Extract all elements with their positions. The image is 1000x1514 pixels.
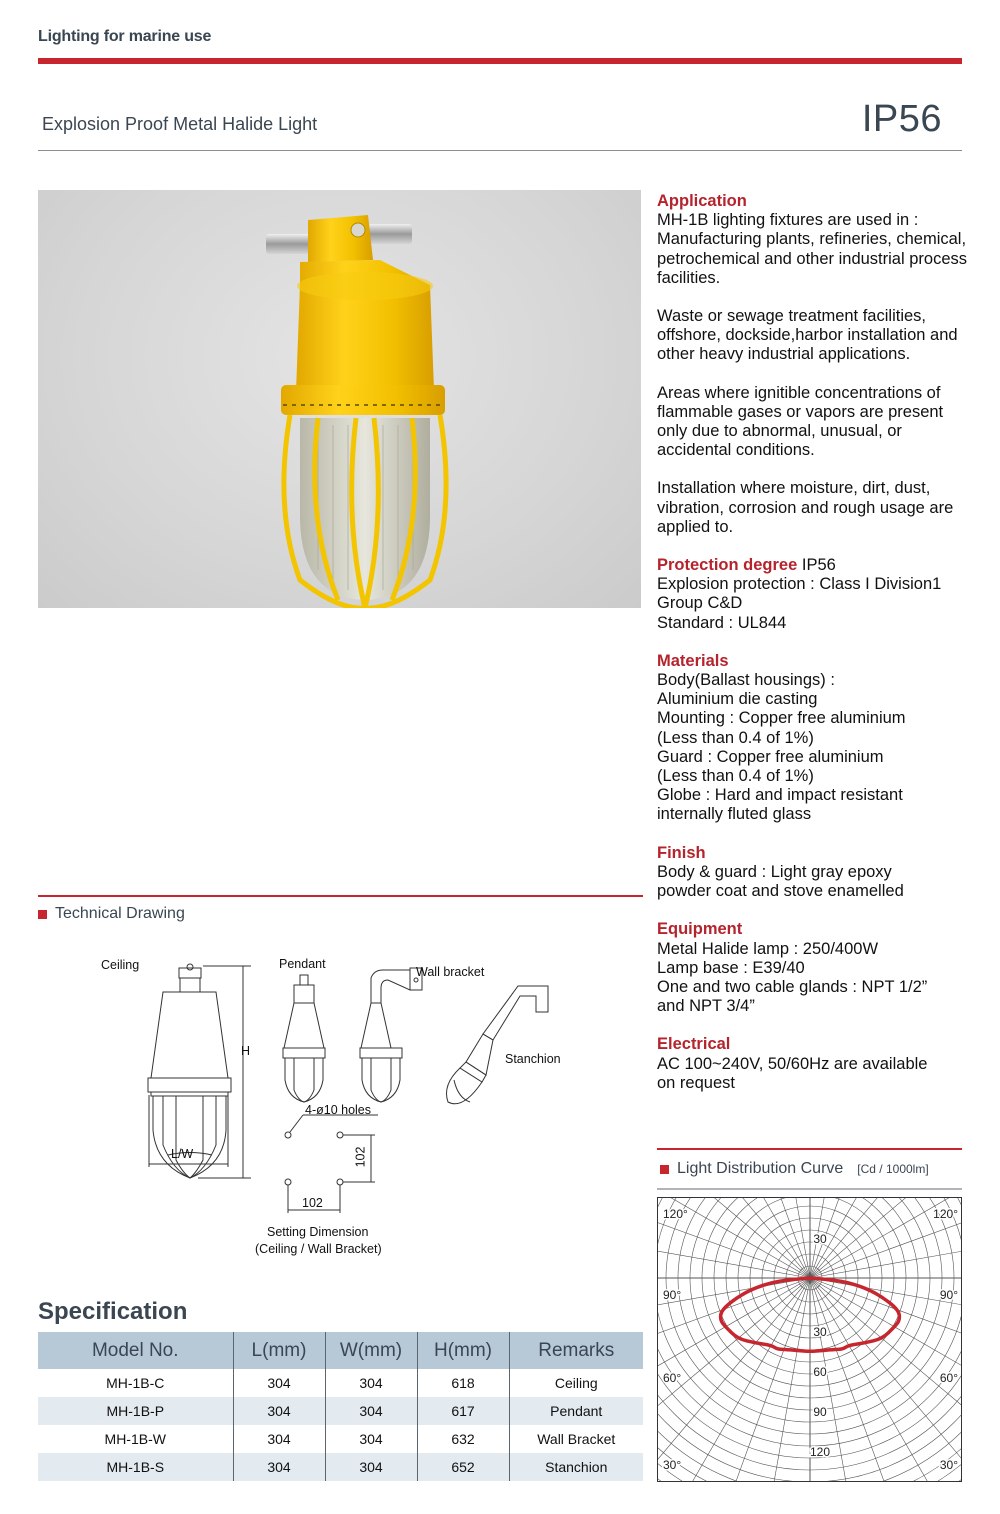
ldc-title: Light Distribution Curve — [677, 1160, 844, 1177]
table-cell: Stanchion — [509, 1453, 643, 1481]
lamp-ring — [281, 385, 445, 415]
spec-line: Lamp base : E39/40 — [657, 958, 805, 977]
spec-line: (Less than 0.4 of 1%) — [657, 767, 814, 786]
section-heading: Application — [657, 192, 747, 210]
table-cell: 304 — [325, 1453, 417, 1481]
table-cell: MH-1B-C — [106, 1375, 165, 1391]
table-cell: 304 — [325, 1369, 417, 1397]
section-heading: Protection degree — [657, 556, 798, 575]
drawing-lines — [38, 930, 643, 1270]
tech-drawing-heading — [38, 905, 185, 923]
application-paragraph: Waste or sewage treatment facilities, offshore, dockside,harbor installation and other heavy industrial applications. — [657, 307, 958, 364]
table-cell: MH-1B-W — [104, 1431, 166, 1447]
table-cell: 618 — [417, 1369, 509, 1397]
label-holes: 4-ø10 holes — [305, 1103, 372, 1117]
application-paragraph: Installation where moisture, dirt, dust, vibration, corrosion and rough usage are applied to. — [657, 479, 954, 536]
table-cell: 617 — [417, 1397, 509, 1425]
table-cell: 304 — [325, 1425, 417, 1453]
product-photo — [38, 190, 641, 608]
junction-box — [308, 215, 373, 262]
label-ceiling: Ceiling — [101, 958, 140, 972]
technical-drawing — [38, 930, 643, 1270]
column-header: Model No. — [38, 1332, 233, 1369]
table-header-row — [38, 1332, 643, 1369]
header-gray-divider — [38, 150, 962, 151]
label-stanchion: Stanchion — [505, 1052, 561, 1066]
label-dim-horizontal: 102 — [302, 1196, 323, 1210]
header-red-divider — [38, 58, 962, 64]
ldc-divider — [657, 1148, 962, 1150]
ldc-heading — [660, 1160, 929, 1178]
lamp-illustration — [38, 190, 641, 608]
spec-line: powder coat and stove enamelled — [657, 882, 904, 901]
table-cell: Wall Bracket — [509, 1425, 643, 1453]
spec-line: Body & guard : Light gray epoxy — [657, 862, 892, 881]
spec-line: Globe : Hard and impact resistant — [657, 786, 903, 805]
spec-line: Group C&D — [657, 594, 743, 613]
label-dim-vertical: 102 — [353, 1146, 368, 1168]
tick-label-radial: 90 — [813, 1405, 827, 1419]
bullet-square-icon — [660, 1165, 669, 1174]
angle-label-right: 90° — [939, 1288, 958, 1302]
table-row — [38, 1397, 643, 1425]
application-paragraph: MH-1B lighting fixtures are used in : Manufacturing plants, refineries, chemical, petrochemical and other industrial process facilities. — [657, 211, 967, 287]
section-heading: Materials — [657, 651, 729, 670]
section-protection — [657, 556, 977, 633]
ip-rating: IP56 — [861, 98, 942, 140]
table-cell: 304 — [233, 1453, 325, 1481]
specs-column — [657, 192, 977, 1112]
label-height: H — [241, 1044, 251, 1058]
table-cell: 632 — [417, 1425, 509, 1453]
section-electrical — [657, 1035, 977, 1093]
ldc-unit: [Cd / 1000lm] — [857, 1162, 929, 1176]
table-cell: 304 — [325, 1397, 417, 1425]
polar-plot — [658, 1198, 962, 1482]
glass-globe — [300, 418, 430, 600]
table-cell: 652 — [417, 1453, 509, 1481]
spec-line: and NPT 3/4” — [657, 997, 755, 1016]
light-distribution-chart — [657, 1197, 962, 1482]
ldc-gray-divider — [657, 1188, 962, 1190]
tick-label-radial: 120 — [809, 1445, 831, 1459]
spec-line: Explosion protection : Class I Division1 — [657, 575, 942, 594]
tick-label-radial: 60 — [813, 1365, 827, 1379]
angle-label-right: 60° — [939, 1371, 958, 1385]
cable-gland-right — [368, 224, 412, 244]
specification-title: Specification — [38, 1298, 188, 1325]
section-heading: Finish — [657, 843, 706, 862]
table-cell: MH-1B-P — [38, 1397, 233, 1425]
tick-label-radial: 30 — [813, 1325, 827, 1339]
table-row — [38, 1425, 643, 1453]
tech-drawing-title: Technical Drawing — [55, 905, 185, 922]
spec-line: Guard : Copper free aluminium — [657, 747, 884, 766]
ceiling-fixture-outline — [148, 964, 231, 1178]
spec-line: Aluminium die casting — [657, 690, 818, 709]
specification-table — [38, 1332, 643, 1481]
spec-line: Standard : UL844 — [657, 613, 787, 632]
application-paragraph: Areas where ignitible concentrations of flammable gases or vapors are present only due to abnormal, unusual, or accidental conditions. — [657, 383, 944, 460]
column-header: Remarks — [509, 1332, 643, 1369]
section-heading: Electrical — [657, 1035, 731, 1054]
column-header: H(mm) — [417, 1332, 509, 1369]
spec-line: internally fluted glass — [657, 805, 812, 824]
table-row — [38, 1369, 643, 1397]
table-cell: MH-1B-S — [38, 1453, 233, 1481]
section-application — [657, 192, 977, 537]
label-wall-bracket: Wall bracket — [416, 965, 485, 979]
angle-label-left: 60° — [663, 1371, 682, 1385]
spec-line: on request — [657, 1073, 735, 1092]
stanchion-fixture-outline — [447, 986, 549, 1104]
table-row — [38, 1453, 643, 1481]
spec-line: AC 100~240V, 50/60Hz are available — [657, 1054, 928, 1073]
column-header: W(mm) — [325, 1332, 417, 1369]
section-heading: Equipment — [657, 920, 743, 939]
table-cell: Pendant — [509, 1397, 643, 1425]
cable-gland-left — [266, 234, 312, 254]
label-setting-note: (Ceiling / Wall Bracket) — [255, 1242, 382, 1256]
angle-label-left: 30° — [663, 1458, 682, 1472]
spec-line: Body(Ballast housings) : — [657, 671, 835, 690]
angle-label-left: 90° — [663, 1288, 682, 1302]
angle-label-right: 30° — [939, 1458, 958, 1472]
section-materials — [657, 652, 977, 825]
table-cell: 304 — [233, 1425, 325, 1453]
category-label: Lighting for marine use — [38, 28, 212, 45]
protection-value: IP56 — [797, 556, 836, 575]
label-pendant: Pendant — [279, 957, 326, 971]
angle-label-right: 120° — [933, 1207, 958, 1221]
section-equipment — [657, 920, 977, 1016]
spec-line: Metal Halide lamp : 250/400W — [657, 939, 879, 958]
spec-line: One and two cable glands : NPT 1/2” — [657, 977, 928, 996]
table-cell: 304 — [233, 1369, 325, 1397]
table-cell: Ceiling — [509, 1369, 643, 1397]
product-title: Explosion Proof Metal Halide Light — [42, 114, 318, 134]
column-header: L(mm) — [233, 1332, 325, 1369]
wall-bracket-fixture-outline — [360, 968, 422, 1102]
section-finish — [657, 844, 977, 902]
angle-label-left: 120° — [663, 1207, 688, 1221]
spec-line: (Less than 0.4 of 1%) — [657, 728, 814, 747]
tick-label-upper: 30 — [813, 1232, 827, 1246]
tech-divider — [38, 895, 643, 897]
table-cell: 304 — [233, 1397, 325, 1425]
label-lw: L/W — [171, 1147, 194, 1161]
label-setting-dimension: Setting Dimension — [267, 1225, 369, 1239]
spec-line: Mounting : Copper free aluminium — [657, 709, 906, 728]
pendant-fixture-outline — [283, 975, 325, 1102]
bullet-square-icon — [38, 910, 47, 919]
